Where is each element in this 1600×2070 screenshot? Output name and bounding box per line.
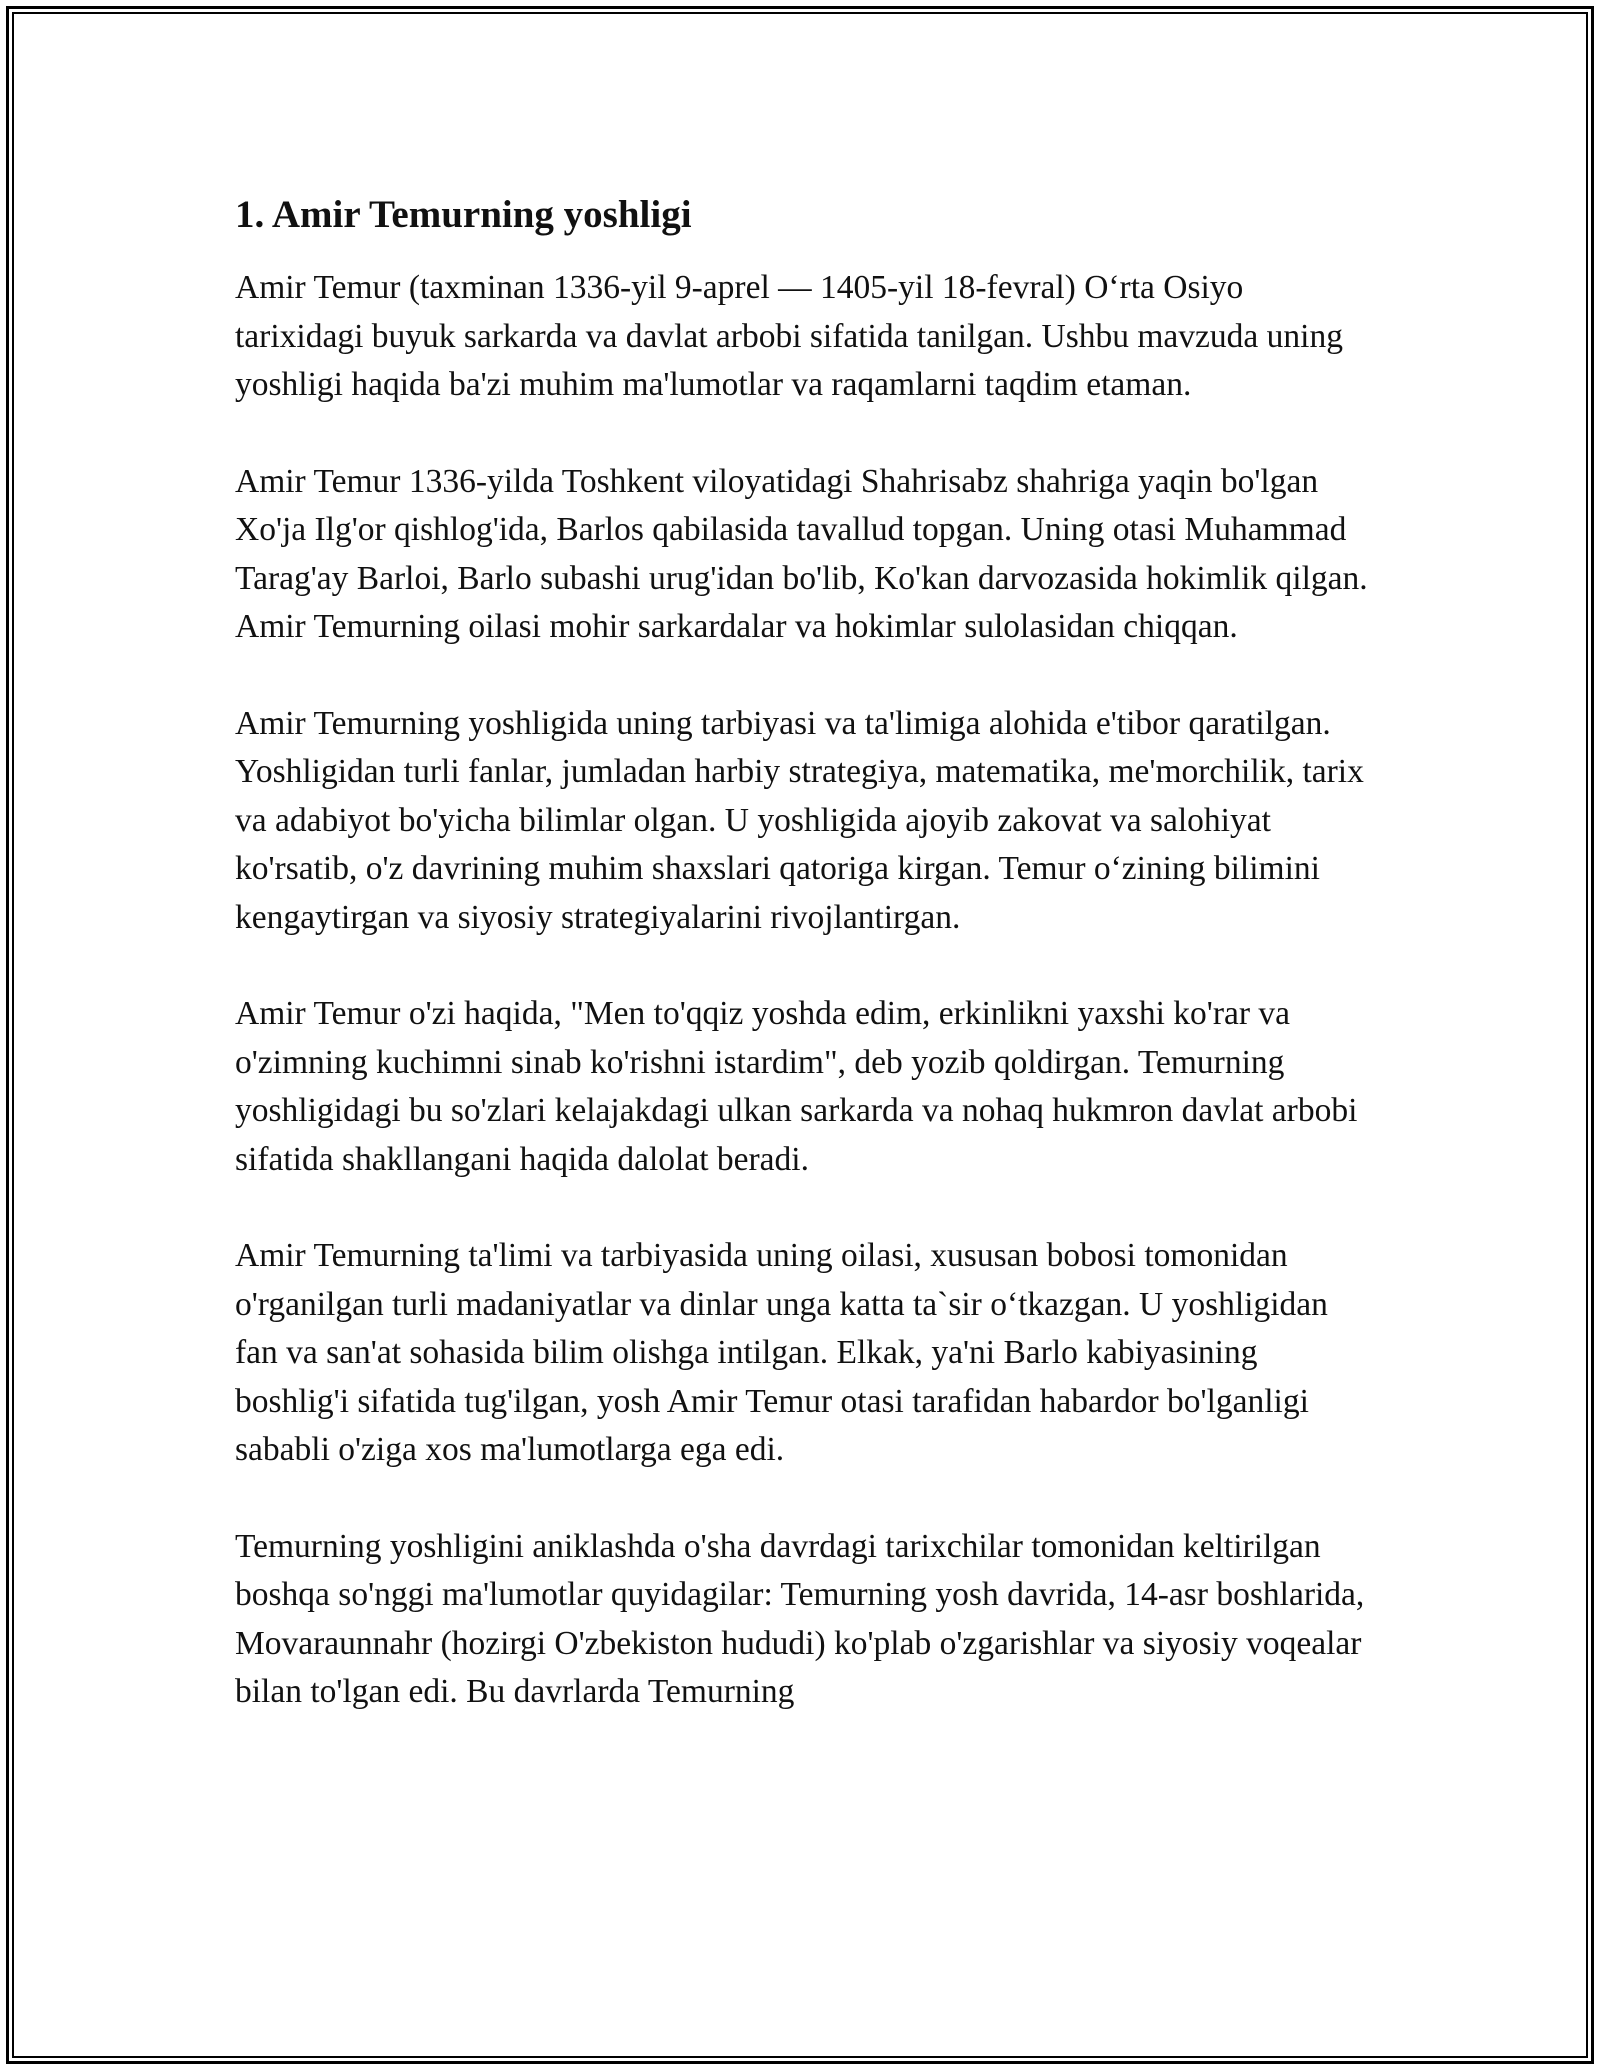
paragraph-historical-context: Temurning yoshligini aniklashda o'sha davrdagi tarixchilar tomonidan keltirilgan boshqa so'nggi ma'lumotlar quyidagilar: Temurning yosh davrida, 14-asr boshlarida, Movaraunnahr (hozirgi O'zbekiston hududi) ko'plab o'zgarishlar va siyosiy voqealar bilan to'lgan edi. Bu davrlarda Temurning: [235, 1527, 1365, 1710]
section-heading: 1. Amir Temurning yoshligi: [235, 193, 692, 236]
paragraph-education: Amir Temurning yoshligida uning tarbiyasi va ta'limiga alohida e'tibor qaratilgan. Yoshligidan turli fanlar, jumladan harbiy strategiya, matematika, me'morchilik, tarix va adabiyot bo'yicha bilimlar olgan. U yoshligida ajoyib zakovat va salohiyat ko'rsatib, o'z davrining muhim shaxslari qatoriga kirgan. Temur o‘zining bilimini kengaytirgan va siyosiy strategiyalarini rivojlantirgan.: [235, 704, 1364, 936]
paragraph-intro: Amir Temur (taxminan 1336-yil 9-aprel — 1405-yil 18-fevral) O‘rta Osiyo tarixidagi buyuk sarkarda va davlat arbobi sifatida tanilgan. Ushbu mavzuda uning yoshligi haqida ba'zi muhim ma'lumotlar va raqamlarni taqdim etaman.: [235, 269, 1343, 403]
paragraph-birth: Amir Temur 1336-yilda Toshkent viloyatidagi Shahrisabz shahriga yaqin bo'lgan Xo'ja Ilg'or qishlog'ida, Barlos qabilasida tavallud topgan. Uning otasi Muhammad Tarag'ay Barloi, Barlo subashi urug'idan bo'lib, Ko'kan darvozasida hokimlik qilgan. Amir Temurning oilasi mohir sarkardalar va hokimlar sulolasidan chiqqan.: [235, 462, 1368, 645]
paragraph-quote: Amir Temur o'zi haqida, "Men to'qqiz yoshda edim, erkinlikni yaxshi ko'rar va o'zimning kuchimni sinab ko'rishni istardim", deb yozib qoldirgan. Temurning yoshligidagi bu so'zlari kelajakdagi ulkan sarkarda va nohaq hukmron davlat arbobi sifatida shakllangani haqida dalolat beradi.: [235, 995, 1358, 1178]
paragraph-family-influence: Amir Temurning ta'limi va tarbiyasida uning oilasi, xususan bobosi tomonidan o'rganilgan turli madaniyatlar va dinlar unga katta ta`sir o‘tkazgan. U yoshligidan fan va san'at sohasida bilim olishga intilgan. Elkak, ya'ni Barlo kabiyasining boshlig'i sifatida tug'ilgan, yosh Amir Temur otasi tarafidan habardor bo'lganligi sababli o'ziga xos ma'lumotlarga ega edi.: [235, 1237, 1328, 1468]
document-body: [235, 186, 1370, 1765]
